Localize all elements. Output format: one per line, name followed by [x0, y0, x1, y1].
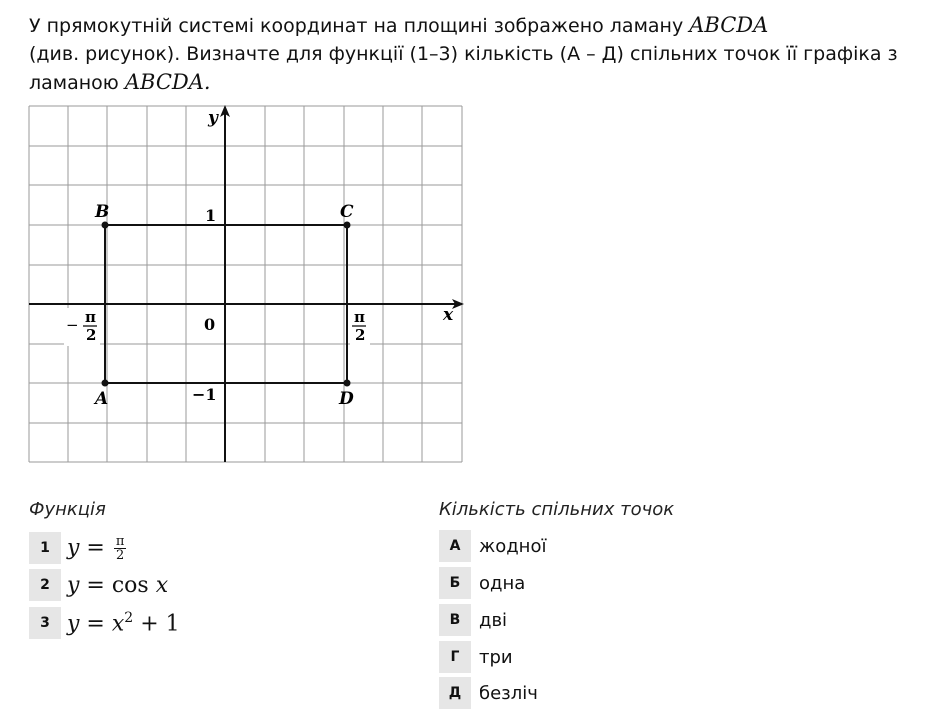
polyline-name: ABCDA — [689, 13, 769, 37]
answer-letter-d: Д — [439, 677, 471, 709]
answer-text-g: три — [479, 646, 513, 668]
function-number-2: 2 — [29, 569, 61, 601]
answer-row-g — [439, 641, 513, 673]
tick-label-neg-pi-half-num: π — [85, 308, 96, 326]
function-formula-1 — [67, 535, 126, 562]
function-3-tail: + 1 — [133, 611, 180, 637]
axis-x-label: x — [443, 305, 454, 325]
answer-row-b — [439, 567, 525, 599]
tick-label-y-minus-1: −1 — [192, 385, 217, 404]
tick-label-pi-half-num: π — [354, 308, 365, 326]
task-line-2: (див. рисунок). Визначте для функції (1–3) кількість (А – Д) спільних точок її графіка з — [29, 43, 898, 65]
functions-header: Функція — [29, 499, 106, 520]
function-1-fraction — [114, 535, 127, 562]
function-1-frac-den: 2 — [115, 547, 125, 563]
function-3-var: x — [111, 611, 125, 637]
answer-text-b: одна — [479, 572, 526, 594]
point-d-dot — [344, 380, 351, 387]
answer-letter-b: Б — [439, 567, 471, 599]
function-row-2 — [29, 569, 168, 601]
point-label-a: A — [95, 389, 109, 409]
function-formula-3 — [67, 610, 180, 636]
function-1-lhs: y — [67, 535, 80, 560]
task-line-3-text: ламаною — [29, 72, 125, 94]
point-label-c: C — [340, 202, 354, 222]
function-formula-2 — [67, 573, 168, 598]
origin-label: 0 — [204, 315, 216, 334]
answer-letter-v: В — [439, 604, 471, 636]
point-a-dot — [102, 380, 109, 387]
function-3-lhs: y — [67, 611, 80, 637]
function-number-3: 3 — [29, 607, 61, 639]
answers-header: Кількість спільних точок — [439, 499, 675, 520]
function-number-1: 1 — [29, 532, 61, 564]
answer-text-a: жодної — [479, 535, 547, 557]
function-1-eq: = — [79, 535, 112, 560]
tick-label-neg-pi-half-den: 2 — [86, 326, 97, 344]
point-c-dot — [344, 222, 351, 229]
answer-letter-g: Г — [439, 641, 471, 673]
function-2-eq: = cos — [79, 572, 156, 598]
answer-text-d: безліч — [479, 682, 538, 704]
answer-letter-a: А — [439, 530, 471, 562]
point-label-b: B — [95, 202, 110, 222]
answer-row-v — [439, 604, 507, 636]
function-row-3 — [29, 607, 180, 639]
answer-row-a — [439, 530, 546, 562]
point-label-d: D — [339, 389, 354, 409]
function-row-1 — [29, 532, 126, 564]
answer-row-d — [439, 677, 538, 709]
function-3-exponent: 2 — [124, 609, 134, 626]
tick-label-pi-half-den: 2 — [355, 326, 366, 344]
function-1-frac-num: π — [115, 533, 125, 549]
point-b-dot — [102, 222, 109, 229]
grid-lines — [29, 106, 462, 462]
task-line-1-text: У прямокутній системі координат на площині зображено ламану — [29, 15, 690, 37]
tick-label-y-1: 1 — [205, 206, 217, 225]
function-2-lhs: y — [67, 572, 80, 598]
answer-text-v: дві — [479, 609, 508, 631]
tick-label-neg-pi-half-minus: − — [66, 316, 79, 334]
axis-y-label: y — [208, 108, 218, 128]
function-3-eq: = — [79, 611, 112, 637]
polyline-name-2: ABCDA. — [124, 70, 211, 94]
function-2-var: x — [155, 572, 169, 598]
